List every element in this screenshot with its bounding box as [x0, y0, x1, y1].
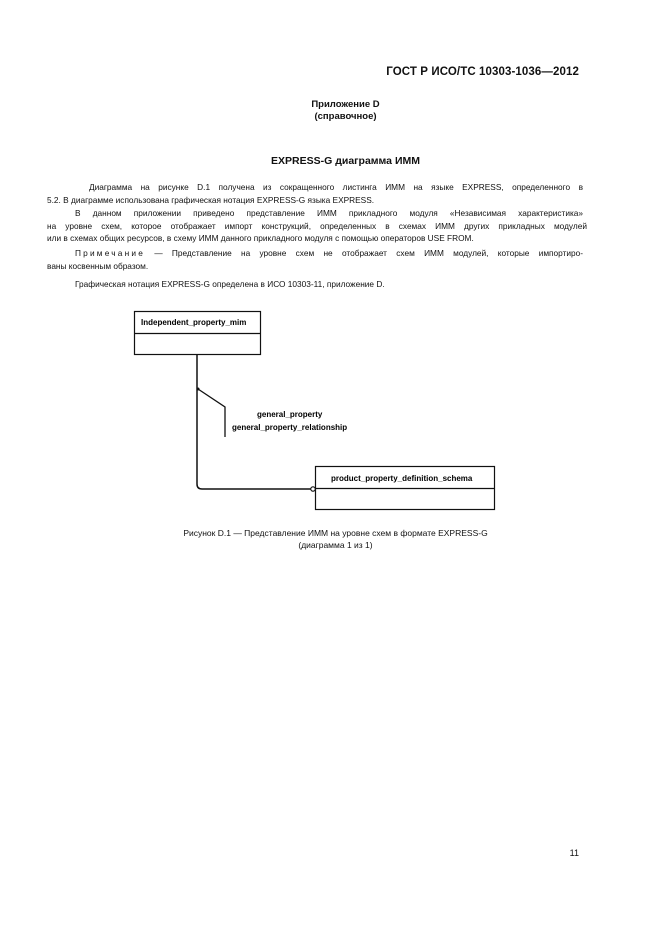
- annex-title: Приложение D: [311, 99, 380, 110]
- relation-label-1: general_property: [257, 410, 323, 419]
- standard-header: ГОСТ Р ИСО/ТС 10303-1036—2012: [386, 66, 579, 78]
- paragraph-1-line-2: 5.2. В диаграмме использована графическая нотация EXPRESS-G языка EXPRESS.: [47, 194, 375, 205]
- note-label: Примечание: [75, 248, 146, 258]
- figure-caption-line-2: (диаграмма 1 из 1): [298, 540, 373, 550]
- paragraph-2-line-1: В данном приложении приведено представление ИММ прикладного модуля «Независимая характеристика»: [75, 208, 583, 218]
- relation-label-2: general_property_relationship: [232, 423, 348, 432]
- figure-caption: [0, 527, 661, 551]
- note-line-2: ваны косвенным образом.: [47, 260, 149, 271]
- page-number: 11: [569, 848, 579, 858]
- schema-box-top: [135, 312, 261, 355]
- schema-bottom-label: product_property_definition_schema: [331, 474, 473, 483]
- paragraph-2-line-3: или в схемах общих ресурсов, в схему ИММ данного прикладного модуля с помощью операторов USE FROM.: [47, 233, 474, 243]
- schema-top-label: Independent_property_mim: [141, 318, 247, 327]
- section-title: EXPRESS-G диаграмма ИММ: [271, 155, 420, 167]
- figure-caption-line-1: Рисунок D.1 — Представление ИММ на уровне схем в формате EXPRESS-G: [183, 528, 488, 538]
- paragraph-4-line: Графическая нотация EXPRESS-G определена в ИСО 10303-11, приложение D.: [75, 279, 385, 289]
- annex-subtitle: (справочное): [314, 111, 377, 122]
- paragraph-1-line-1: Диаграмма на рисунке D.1 получена из сокращенного листинга ИММ на языке EXPRESS, определенного в: [89, 182, 583, 192]
- schema-box-bottom: [316, 467, 495, 510]
- note-text-1: — Представление на уровне схем не отображает схем ИММ модулей, которые импортиро-: [154, 248, 584, 258]
- paragraph-2-line-2: на уровне схем, которое отображает импорт конструкций, определенных в схемах ИММ других прикладных модулей: [47, 220, 587, 231]
